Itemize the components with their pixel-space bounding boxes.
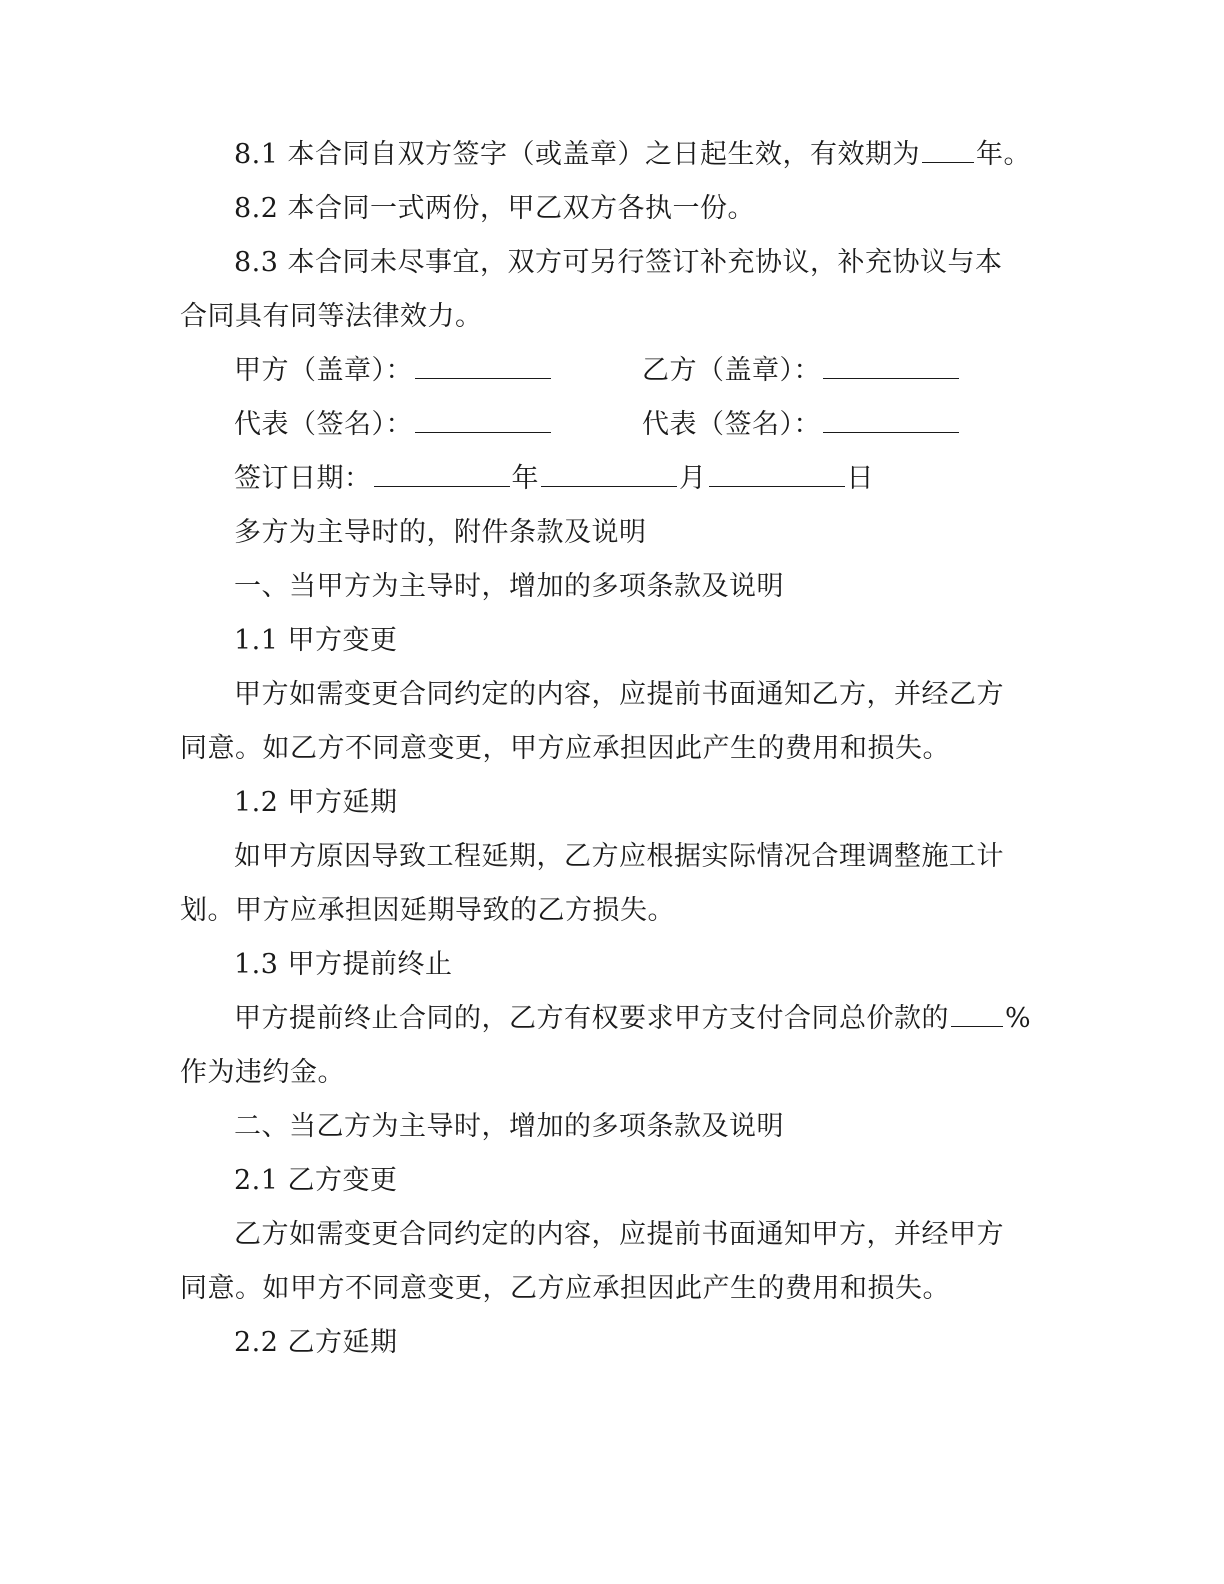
party-a-rep [234,398,642,452]
party-a-seal [234,344,642,398]
clause-1-1-title: 1.1 甲方变更 [234,625,398,656]
month-label: 月 [679,463,707,494]
party-a-seal-label: 甲方（盖章）： [234,355,413,386]
document-body [180,128,1050,1370]
clause-1-3-line1 [180,992,1050,1046]
seal-row [180,344,1050,398]
clause-1-2-line2: 划。甲方应承担因延期导致的乙方损失。 [180,895,675,926]
month-blank [541,464,677,487]
party-b-rep-label: 代表（签名）： [642,409,821,440]
clause-1-2-line1: 如甲方原因导致工程延期，乙方应根据实际情况合理调整施工计 [234,841,1004,872]
party-b-seal-label: 乙方（盖章）： [642,355,821,386]
year-blank [374,464,510,487]
clause-8-3-line1: 8.3 本合同未尽事宜，双方可另行签订补充协议，补充协议与本 [234,247,1003,278]
date-label: 签订日期： [234,463,372,494]
signing-date-row [180,452,1050,506]
party-b-rep-blank [823,410,959,433]
representative-row [180,398,1050,452]
party-a-rep-label: 代表（签名）： [234,409,413,440]
clause-2-1-title: 2.1 乙方变更 [234,1165,398,1196]
clause-1-3-title: 1.3 甲方提前终止 [234,949,453,980]
clause-8-1-suffix: 年。 [976,139,1032,170]
party-b-seal [642,344,1050,398]
validity-years-blank [922,140,974,163]
percent-sign: % [1005,1003,1032,1034]
clause-2-1-line1: 乙方如需变更合同约定的内容，应提前书面通知甲方，并经甲方 [234,1219,1004,1250]
clause-8-3-line2: 合同具有同等法律效力。 [180,301,483,332]
day-blank [709,464,845,487]
party-a-seal-blank [415,356,551,379]
section-1-heading: 一、当甲方为主导时，增加的多项条款及说明 [234,571,784,602]
clause-8-2: 8.2 本合同一式两份，甲乙双方各执一份。 [234,193,756,224]
section-2-heading: 二、当乙方为主导时，增加的多项条款及说明 [234,1111,784,1142]
clause-1-3-line2: 作为违约金。 [180,1057,345,1088]
appendix-title: 多方为主导时的，附件条款及说明 [234,517,647,548]
day-label: 日 [846,463,874,494]
party-a-rep-blank [415,410,551,433]
clause-1-1-line1: 甲方如需变更合同约定的内容，应提前书面通知乙方，并经乙方 [234,679,1004,710]
clause-8-1-text: 8.1 本合同自双方签字（或盖章）之日起生效，有效期为 [234,139,921,170]
clause-1-1-line2: 同意。如乙方不同意变更，甲方应承担因此产生的费用和损失。 [180,733,950,764]
clause-2-2-title: 2.2 乙方延期 [234,1327,398,1358]
party-b-seal-blank [823,356,959,379]
clause-2-1-line2: 同意。如甲方不同意变更，乙方应承担因此产生的费用和损失。 [180,1273,950,1304]
penalty-percent-blank [951,1004,1003,1027]
clause-1-2-title: 1.2 甲方延期 [234,787,398,818]
party-b-rep [642,398,1050,452]
clause-1-3-text: 甲方提前终止合同的，乙方有权要求甲方支付合同总价款的 [234,1003,949,1034]
clause-8-1 [180,128,1050,182]
year-label: 年 [511,463,539,494]
